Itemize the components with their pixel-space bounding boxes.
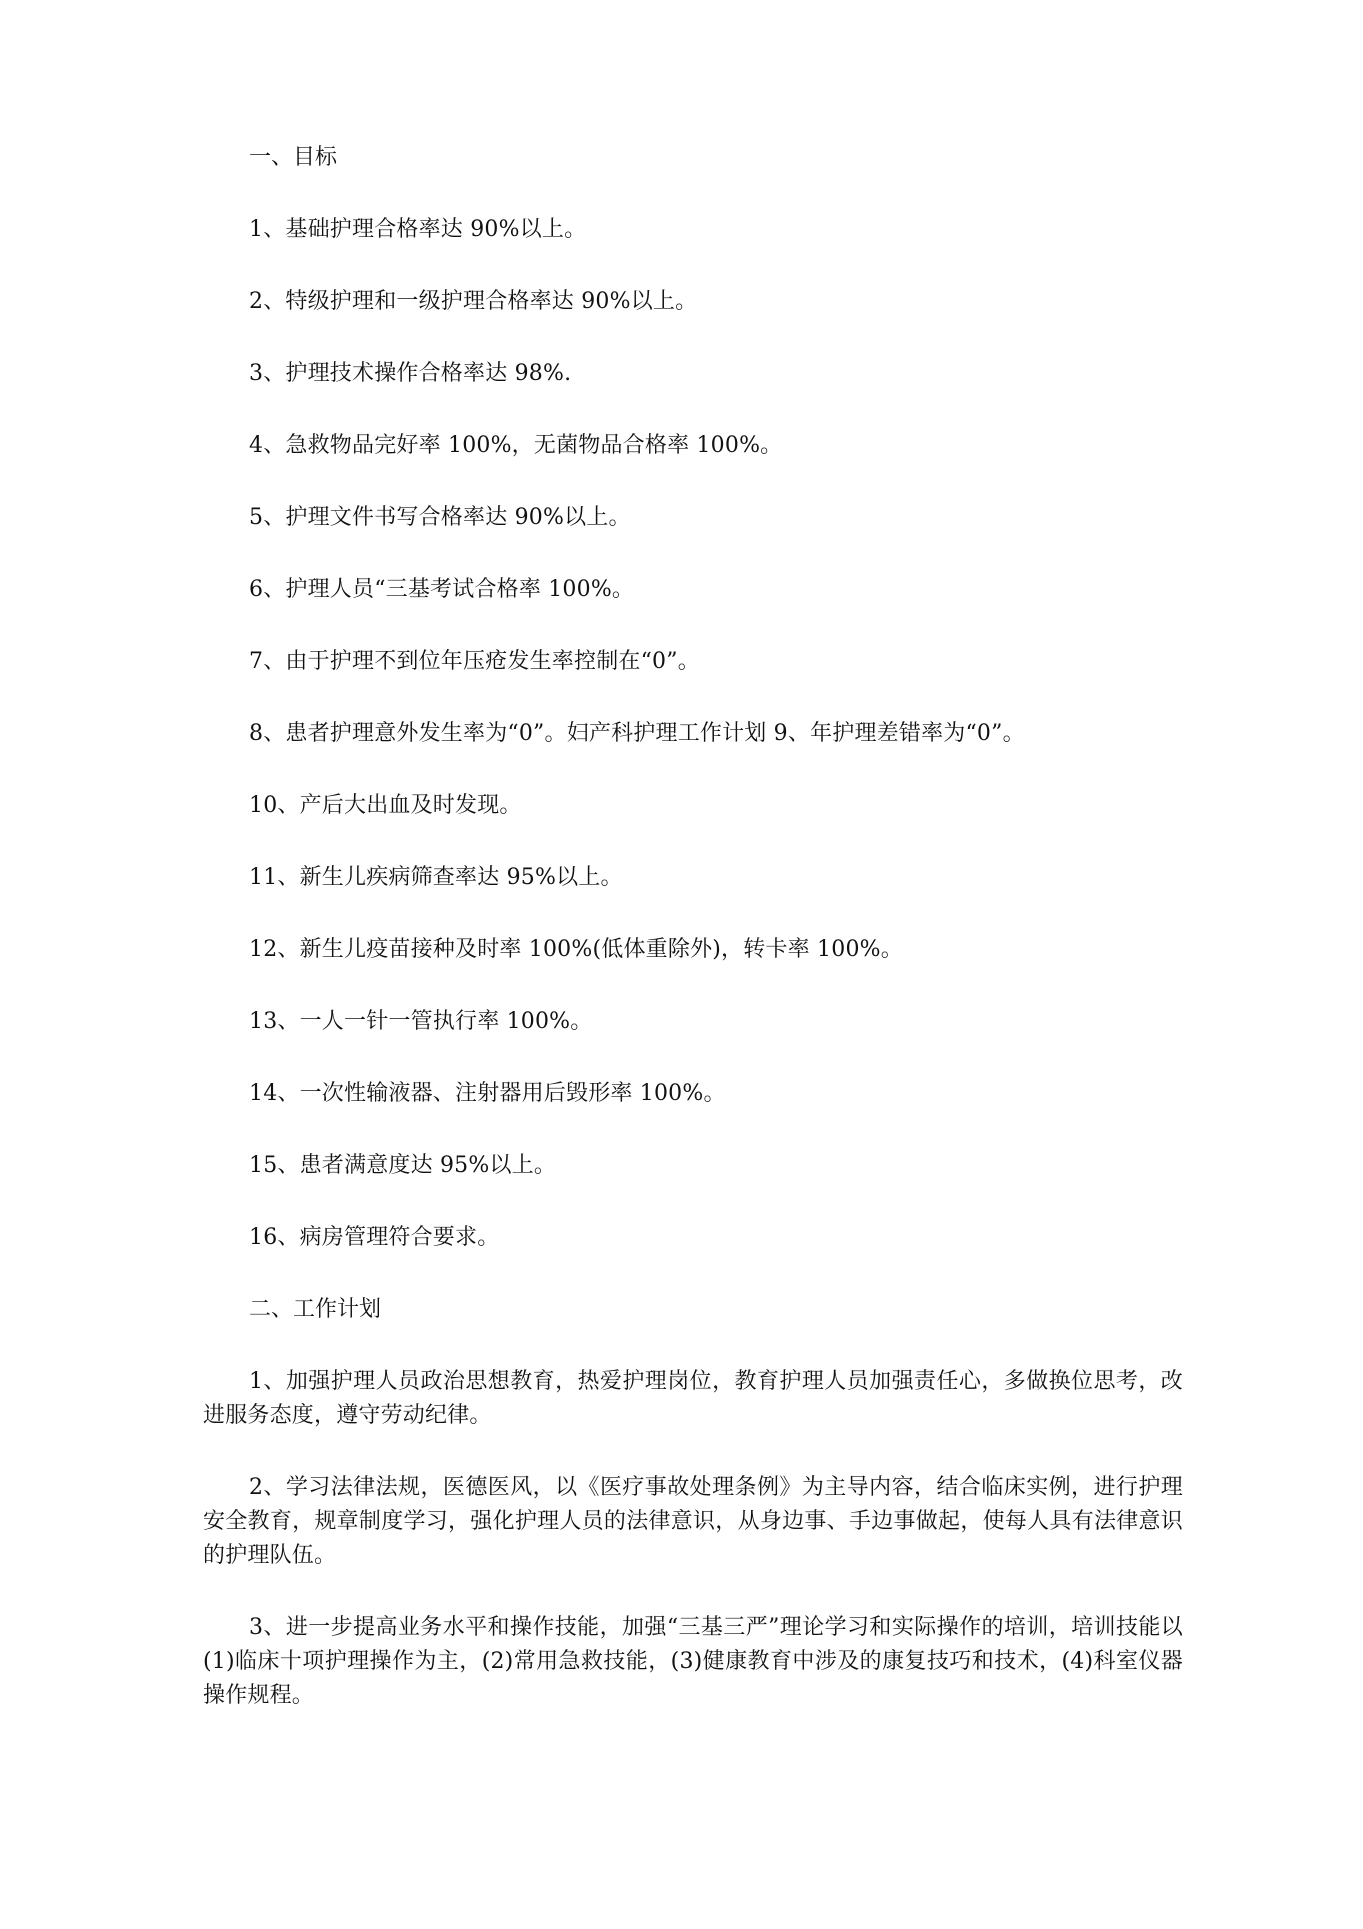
goal-item: 12、新生儿疫苗接种及时率 100%(低体重除外)，转卡率 100%。 <box>249 937 903 962</box>
goal-item: 2、特级护理和一级护理合格率达 90%以上。 <box>249 289 698 314</box>
goal-item: 6、护理人员“三基考试合格率 100%。 <box>249 577 635 602</box>
goal-item: 4、急救物品完好率 100%，无菌物品合格率 100%。 <box>249 433 783 458</box>
goal-item: 8、患者护理意外发生率为“0”。妇产科护理工作计划 9、年护理差错率为“0”。 <box>249 721 1025 746</box>
goal-item: 10、产后大出血及时发现。 <box>249 793 522 818</box>
document-body <box>203 141 1183 1751</box>
plan-paragraph: 3、进一步提高业务水平和操作技能，加强“三基三严”理论学习和实际操作的培训，培训技能以(1)临床十项护理操作为主，(2)常用急救技能，(3)健康教育中涉及的康复技巧和技术，(4)科室仪器操作规程。 <box>203 1615 1183 1708</box>
plan-paragraph: 2、学习法律法规，医德医风，以《医疗事故处理条例》为主导内容，结合临床实例，进行护理安全教育，规章制度学习，强化护理人员的法律意识，从身边事、手边事做起，使每人具有法律意识的护理队伍。 <box>203 1475 1183 1568</box>
goal-item: 7、由于护理不到位年压疮发生率控制在“0”。 <box>249 649 700 674</box>
goal-item: 16、病房管理符合要求。 <box>249 1225 500 1250</box>
goal-item: 11、新生儿疾病筛查率达 95%以上。 <box>249 865 623 890</box>
plan-paragraph: 1、加强护理人员政治思想教育，热爱护理岗位，教育护理人员加强责任心，多做换位思考，改进服务态度，遵守劳动纪律。 <box>203 1369 1183 1428</box>
goal-item: 5、护理文件书写合格率达 90%以上。 <box>249 505 631 530</box>
goal-item: 14、一次性输液器、注射器用后毁形率 100%。 <box>249 1081 726 1106</box>
goal-item: 1、基础护理合格率达 90%以上。 <box>249 217 587 242</box>
goal-item: 13、一人一针一管执行率 100%。 <box>249 1009 593 1034</box>
section-heading-goals: 一、目标 <box>249 145 338 170</box>
goal-item: 15、患者满意度达 95%以上。 <box>249 1153 557 1178</box>
goal-item: 3、护理技术操作合格率达 98%. <box>249 361 572 386</box>
section-heading-work-plan: 二、工作计划 <box>249 1297 382 1322</box>
